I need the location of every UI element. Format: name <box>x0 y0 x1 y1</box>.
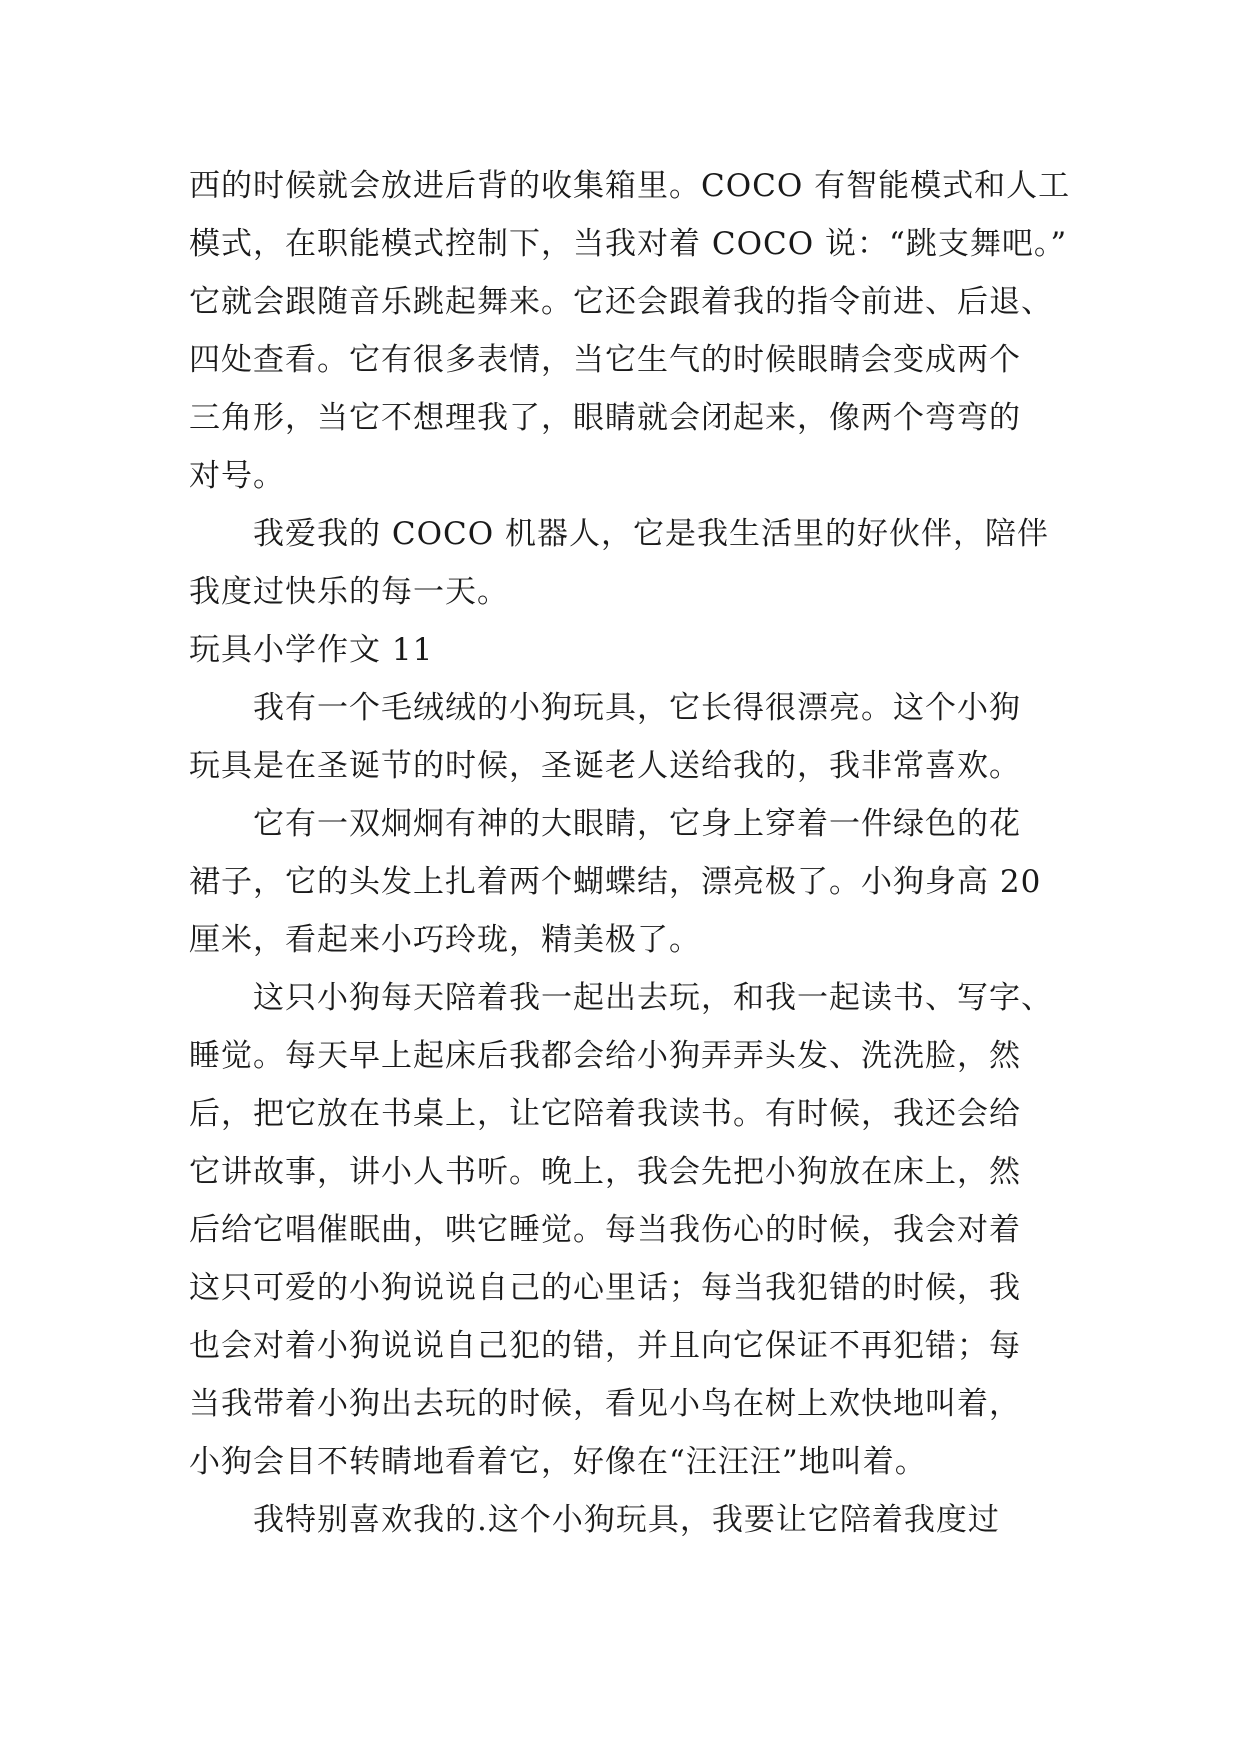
document-body <box>189 157 1069 1549</box>
text-line: 它有一双炯炯有神的大眼睛，它身上穿着一件绿色的花 <box>253 806 1021 842</box>
text-line: 小狗会目不转睛地看着它，好像在“汪汪汪”地叫着。 <box>189 1444 927 1480</box>
text-line: 模式，在职能模式控制下，当我对着 COCO 说：“跳支舞吧。” <box>189 226 1068 262</box>
text-line: 西的时候就会放进后背的收集箱里。COCO 有智能模式和人工 <box>189 168 1071 204</box>
text-line: 厘米，看起来小巧玲珑，精美极了。 <box>189 922 701 958</box>
text-line: 我有一个毛绒绒的小狗玩具，它长得很漂亮。这个小狗 <box>253 690 1021 726</box>
text-line: 它就会跟随音乐跳起舞来。它还会跟着我的指令前进、后退、 <box>189 284 1053 320</box>
text-line: 后给它唱催眠曲，哄它睡觉。每当我伤心的时候，我会对着 <box>189 1212 1021 1248</box>
text-line: 我爱我的 COCO 机器人，它是我生活里的好伙伴，陪伴 <box>253 516 1049 552</box>
text-line: 三角形，当它不想理我了，眼睛就会闭起来，像两个弯弯的 <box>189 400 1021 436</box>
text-line: 玩具是在圣诞节的时候，圣诞老人送给我的，我非常喜欢。 <box>189 748 1021 784</box>
text-line: 四处查看。它有很多表情，当它生气的时候眼睛会变成两个 <box>189 342 1021 378</box>
text-line: 这只可爱的小狗说说自己的心里话；每当我犯错的时候，我 <box>189 1270 1021 1306</box>
text-line: 裙子，它的头发上扎着两个蝴蝶结，漂亮极了。小狗身高 20 <box>189 864 1042 900</box>
text-line: 对号。 <box>189 458 285 494</box>
text-line: 当我带着小狗出去玩的时候，看见小鸟在树上欢快地叫着， <box>189 1386 1021 1422</box>
text-line: 我度过快乐的每一天。 <box>189 574 509 610</box>
text-line: 它讲故事，讲小人书听。晚上，我会先把小狗放在床上，然 <box>189 1154 1021 1190</box>
text-line: 我特别喜欢我的.这个小狗玩具，我要让它陪着我度过 <box>253 1502 1000 1538</box>
text-line: 睡觉。每天早上起床后我都会给小狗弄弄头发、洗洗脸，然 <box>189 1038 1021 1074</box>
text-line: 后，把它放在书桌上，让它陪着我读书。有时候，我还会给 <box>189 1096 1021 1132</box>
text-line: 也会对着小狗说说自己犯的错，并且向它保证不再犯错；每 <box>189 1328 1021 1364</box>
text-line: 玩具小学作文 11 <box>189 632 434 668</box>
text-line: 这只小狗每天陪着我一起出去玩，和我一起读书、写字、 <box>253 980 1053 1016</box>
